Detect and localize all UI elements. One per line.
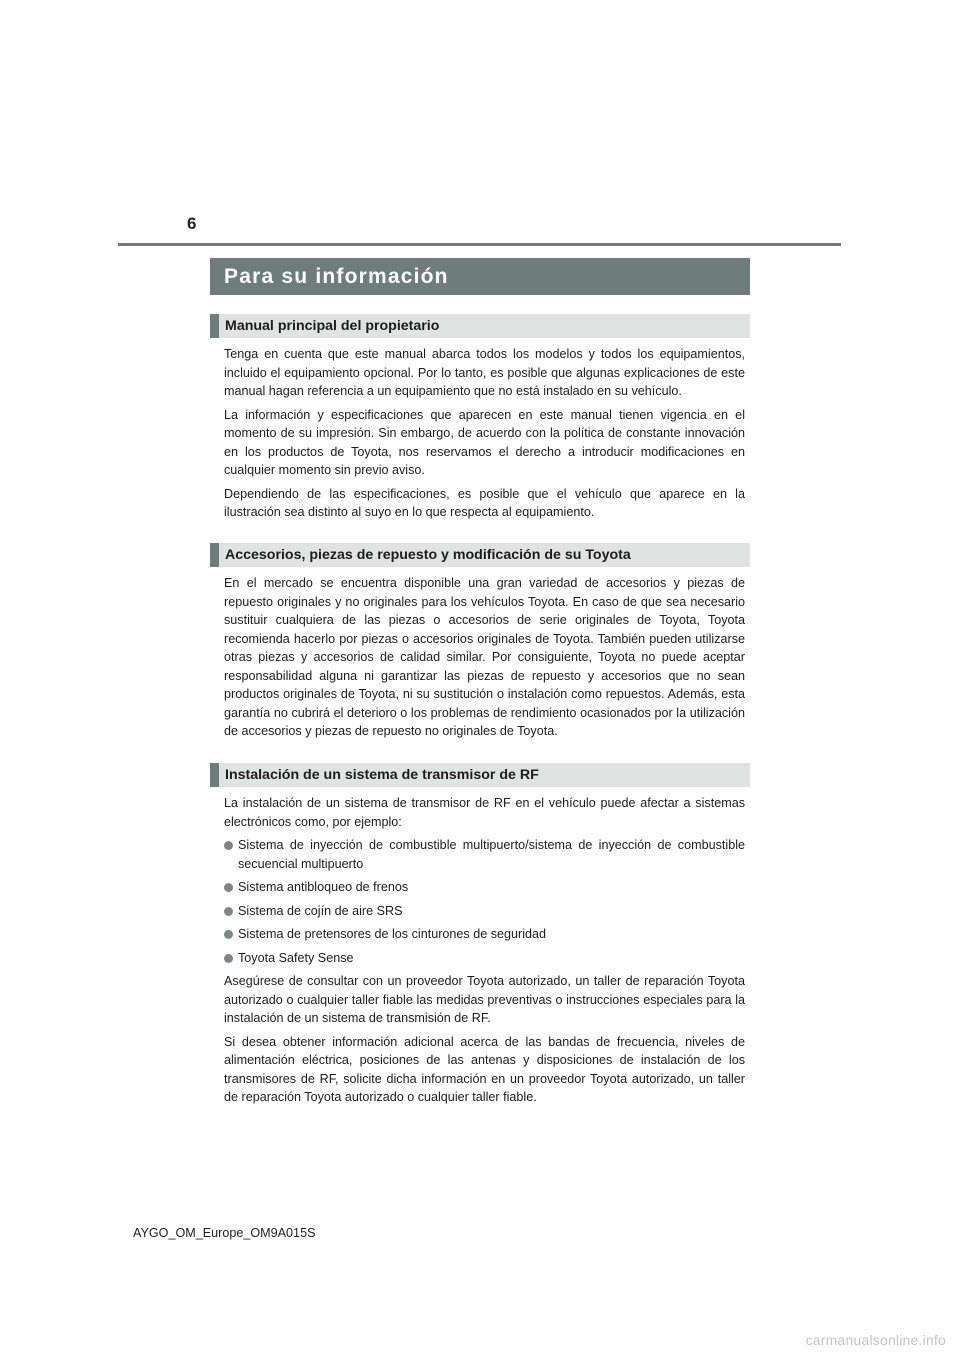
watermark: carmanualsonline.info [805, 1332, 946, 1348]
section-heading-accesorios: Accesorios, piezas de repuesto y modificación de su Toyota [210, 543, 750, 567]
paragraph: En el mercado se encuentra disponible una gran variedad de accesorios y piezas de repuesto originales y no originales para los vehículos Toyota. En caso de que sea necesario sustituir cualquiera de las piezas o accesorios de serie originales de Toyota, Toyota recomienda hacerlo por piezas o accesorios originales de Toyota. También pueden utilizarse otras piezas y accesorios de calidad similar. Por consiguiente, Toyota no puede aceptar responsabilidad alguna ni garantizar las piezas de repuesto y accesorios que no sean productos originales de Toyota, ni su sustitución o instalación como repuestos. Además, esta garantía no cubrirá el deterioro o los problemas de rendimiento ocasionados por la utilización de accesorios y piezas de repuesto no originales de Toyota. [224, 576, 745, 738]
paragraph: Asegúrese de consultar con un proveedor Toyota autorizado, un taller de reparación Toyota autorizado o cualquier taller fiable las medidas preventivas o instrucciones especiales para la instalación de un sistema de transmisión de RF. [224, 974, 745, 1025]
paragraph: La información y especificaciones que aparecen en este manual tienen vigencia en el momento de su impresión. Sin embargo, de acuerdo con la política de constante innovación en los productos de Toyota, nos reservamos el derecho a introducir modificaciones en cualquier momento sin previo aviso. [224, 407, 745, 477]
list-item: Toyota Safety Sense [224, 949, 745, 968]
chapter-title: Para su información [210, 258, 750, 295]
section-heading-rf: Instalación de un sistema de transmisor de RF [210, 763, 750, 787]
bullet-dot-icon [224, 954, 233, 963]
section-body-manual [224, 345, 745, 527]
list-item: Sistema de pretensores de los cinturones de seguridad [224, 925, 745, 944]
bullet-dot-icon [224, 841, 233, 850]
paragraph: Dependiendo de las especificaciones, es posible que el vehículo que aparece en la ilustración sea distinto al suyo en lo que respecta al equipamiento. [224, 486, 745, 519]
section-heading-manual: Manual principal del propietario [210, 314, 750, 338]
list-item: Sistema de inyección de combustible multipuerto/sistema de inyección de combustible secuencial multipuerto [224, 836, 745, 873]
list-item: Sistema antibloqueo de frenos [224, 878, 745, 897]
bullet-dot-icon [224, 930, 233, 939]
paragraph: La instalación de un sistema de transmisor de RF en el vehículo puede afectar a sistemas electrónicos como, por ejemplo: [224, 796, 745, 829]
footer-code: AYGO_OM_Europe_OM9A015S [133, 1226, 316, 1240]
top-rule [118, 243, 841, 246]
bullet-list [224, 836, 745, 967]
bullet-dot-icon [224, 907, 233, 916]
section-body-rf [224, 794, 745, 1112]
paragraph: Si desea obtener información adicional acerca de las bandas de frecuencia, niveles de alimentación eléctrica, posiciones de las antenas y disposiciones de instalación de los transmisores de RF, solicite dicha información en un proveedor Toyota autorizado, un taller de reparación Toyota autorizado o cualquier taller fiable. [224, 1034, 745, 1104]
bullet-dot-icon [224, 883, 233, 892]
list-item: Sistema de cojín de aire SRS [224, 902, 745, 921]
section-body-accesorios [224, 574, 745, 746]
page-number: 6 [187, 214, 197, 233]
paragraph: Tenga en cuenta que este manual abarca todos los modelos y todos los equipamientos, incluido el equipamiento opcional. Por lo tanto, es posible que algunas explicaciones de este manual hagan referencia a un equipamiento que no está instalado en su vehículo. [224, 347, 745, 398]
